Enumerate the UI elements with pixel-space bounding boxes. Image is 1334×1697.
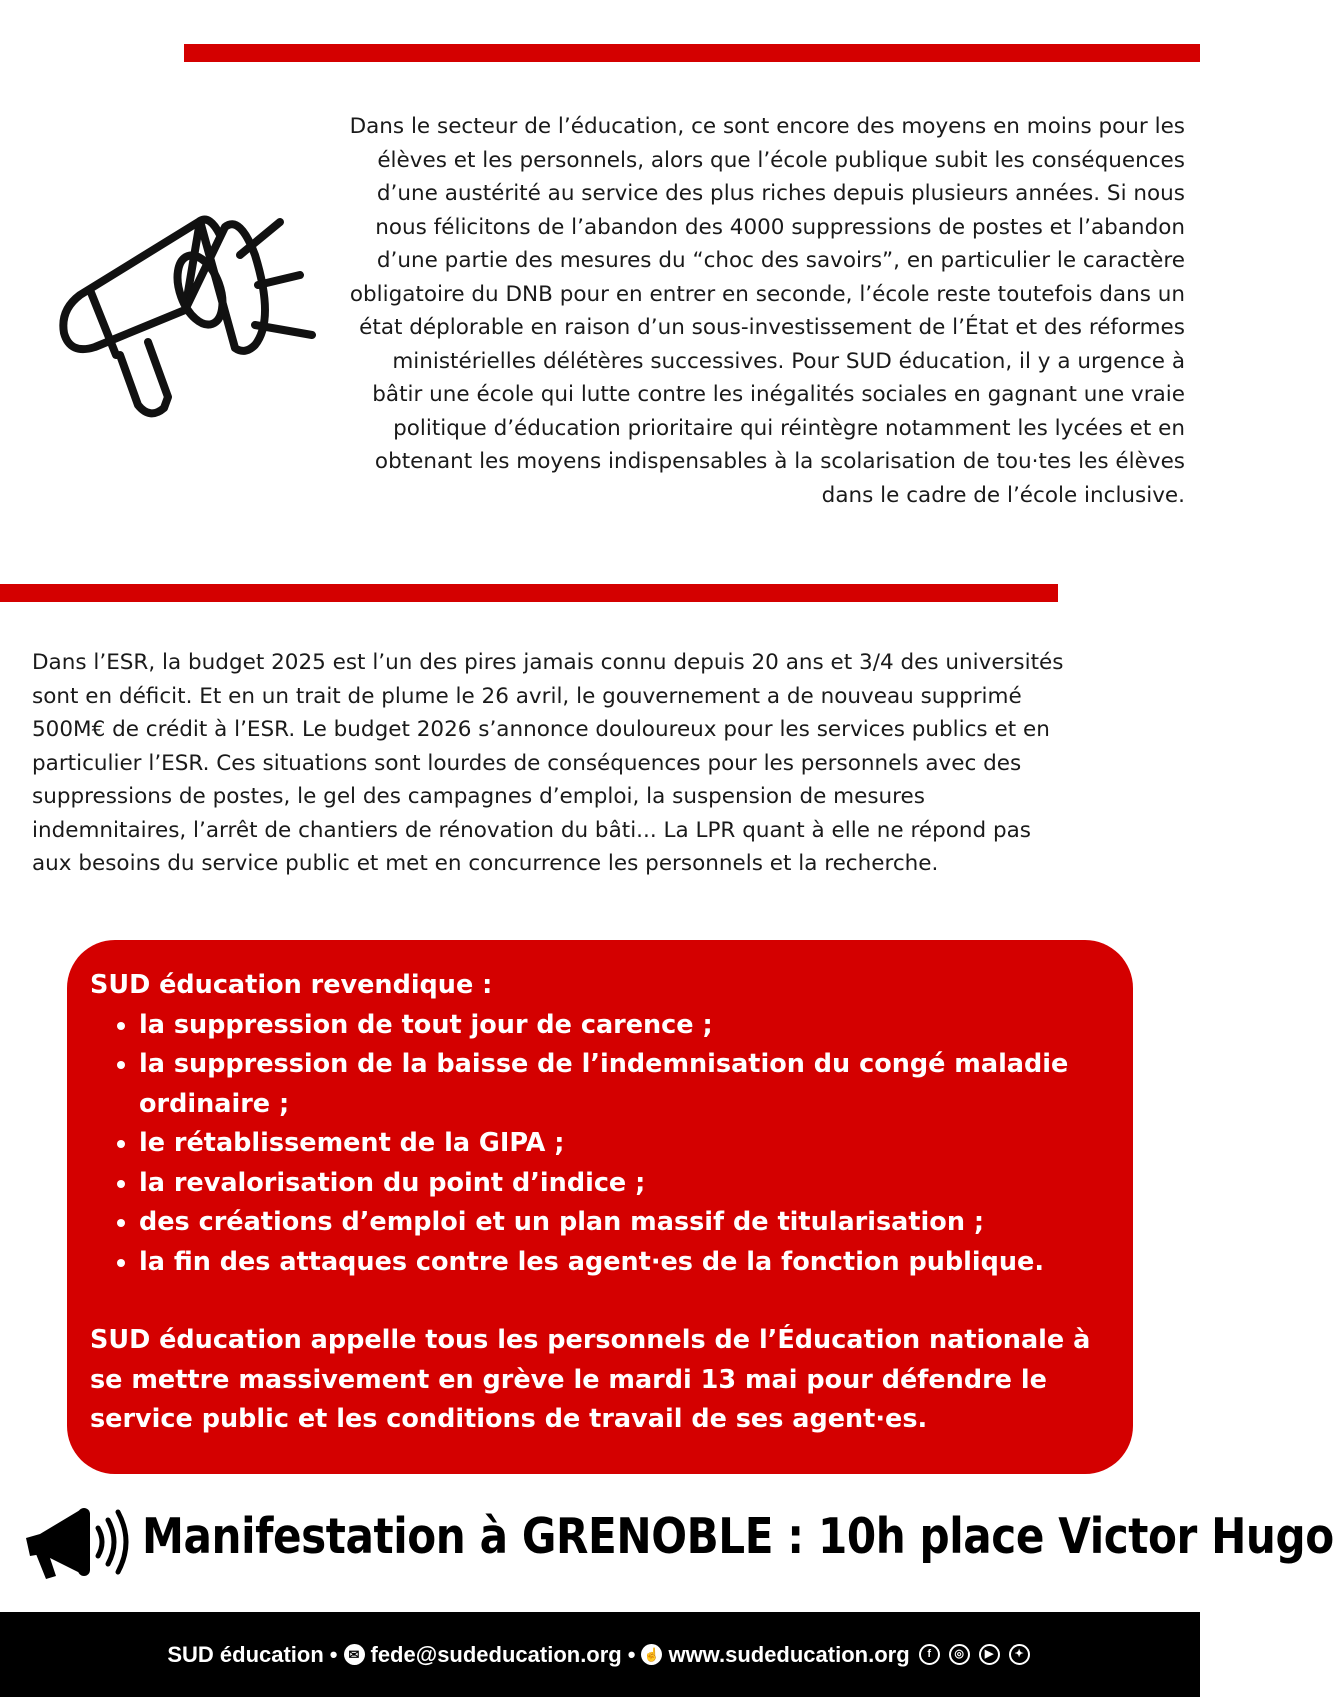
twitter-icon[interactable]: ✦: [1009, 1644, 1030, 1665]
demand-item: • la revalorisation du point d’indice ;: [139, 1164, 1125, 1204]
demands-heading: SUD éducation revendique :: [90, 970, 493, 1000]
footer-website[interactable]: www.sudeducation.org: [668, 1641, 910, 1667]
footer-email[interactable]: fede@sudeducation.org: [370, 1641, 622, 1667]
facebook-icon[interactable]: f: [919, 1644, 940, 1665]
mail-icon: ✉: [344, 1644, 365, 1665]
manifestation-banner: [22, 1500, 1334, 1588]
footer-separator: •: [627, 1641, 636, 1667]
demand-item: • des créations d’emploi et un plan massif de titularisation ;: [139, 1203, 1125, 1243]
demands-list: [90, 1006, 1125, 1283]
demand-item: • la fin des attaques contre les agent·es de la fonction publique.: [139, 1243, 1125, 1283]
top-red-bar: [184, 44, 1200, 62]
footer-separator: •: [329, 1641, 338, 1667]
demand-item: • la suppression de la baisse de l’indemnisation du congé maladie ordinaire ;: [139, 1045, 1125, 1124]
middle-red-bar: [0, 584, 1058, 602]
pointer-icon: ☝: [641, 1644, 662, 1665]
demand-item: • le rétablissement de la GIPA ;: [139, 1124, 1125, 1164]
social-icons: [916, 1644, 1033, 1665]
demands-box: [67, 940, 1133, 1474]
esr-paragraph: Dans l’ESR, la budget 2025 est l’un des pires jamais connu depuis 20 ans et 3/4 des universités sont en déficit. Et en un trait de plume le 26 avril, le gouvernement a de nouveau supprimé 500M€ de crédit à l’ESR. Le budget 2026 s’annonce douloureux pour les services publics et en particulier l’ESR. Ces situations sont lourdes de conséquences pour les personnels avec des suppressions de postes, le gel des campagnes d’emploi, la suspension de mesures indemnitaires, l’arrêt de chantiers de rénovation du bâti... La LPR quant à elle ne répond pas aux besoins du service public et met en concurrence les personnels et la recherche.: [32, 650, 1064, 876]
strike-appeal: SUD éducation appelle tous les personnels de l’Éducation nationale à se mettre massivement en grève le mardi 13 mai pour défendre le service public et les conditions de travail de ses agent·es.: [90, 1325, 1091, 1434]
megaphone-icon: [50, 215, 320, 430]
manifestation-text: Manifestation à GRENOBLE : 10h place Victor Hugo: [142, 1508, 1334, 1565]
instagram-icon[interactable]: ◎: [949, 1644, 970, 1665]
demand-item: • la suppression de tout jour de carence ;: [139, 1006, 1125, 1046]
footer: [0, 1612, 1200, 1697]
education-paragraph: Dans le secteur de l’éducation, ce sont encore des moyens en moins pour les élèves et les personnels, alors que l’école publique subit les conséquences d’une austérité au service des plus riches depuis plusieurs années. Si nous nous félicitons de l’abandon des 4000 suppressions de postes et l’abandon d’une partie des mesures du “choc des savoirs”, en particulier le caractère obligatoire du DNB pour en entrer en seconde, l’école reste toutefois dans un état déplorable en raison d’un sous-investissement de l’État et des réformes ministérielles délétères successives. Pour SUD éducation, il y a urgence à bâtir une école qui lutte contre les inégalités sociales en gagnant une vraie politique d’éducation prioritaire qui réintègre notamment les lycées et en obtenant les moyens indispensables à la scolarisation de tou·tes les élèves dans le cadre de l’école inclusive.: [349, 114, 1185, 508]
megaphone-icon: [22, 1504, 132, 1584]
footer-org: SUD éducation: [167, 1641, 324, 1667]
youtube-icon[interactable]: ▶: [979, 1644, 1000, 1665]
